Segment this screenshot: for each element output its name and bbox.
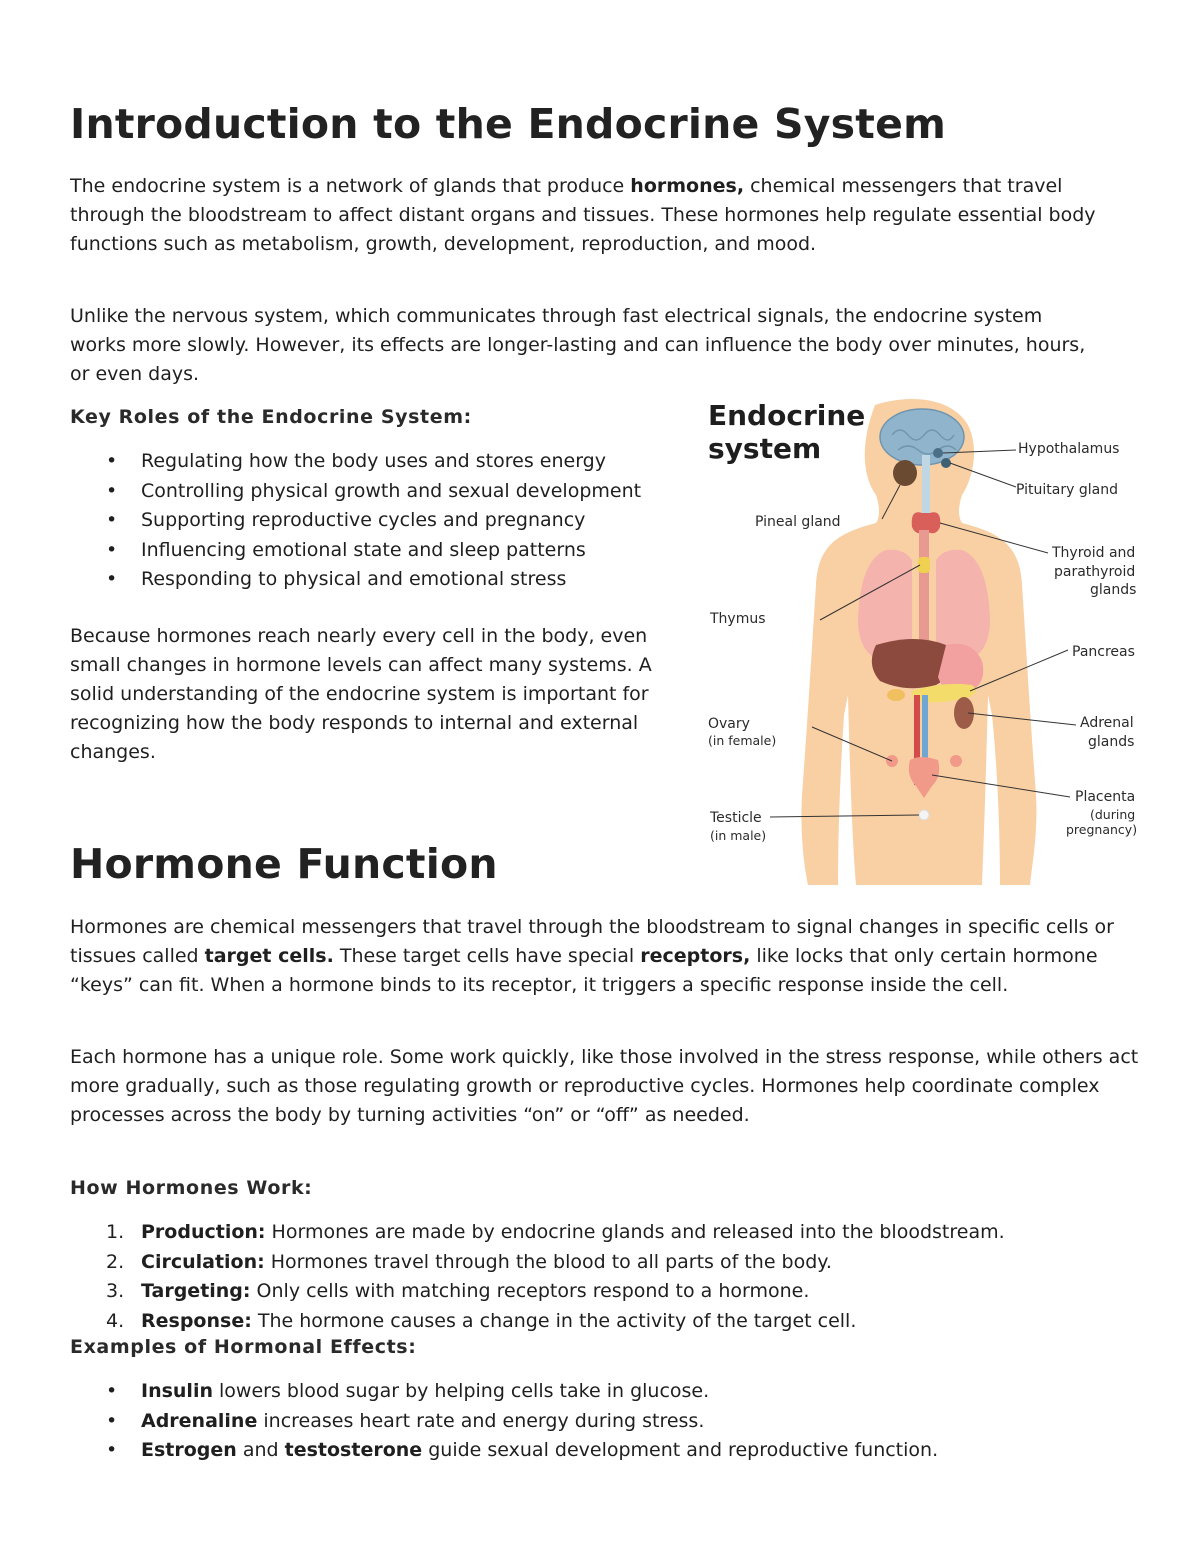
label-pancreas: Pancreas (1072, 644, 1135, 660)
label-placenta-3: pregnancy) (1066, 822, 1138, 837)
how-hormones-work-heading: How Hormones Work: (70, 1177, 313, 1199)
list-item: 2. Circulation: Hormones travel through the blood to all parts of the body. (106, 1250, 832, 1273)
pineal-gland-shape (893, 460, 917, 486)
label-thyroid-3: glands (1090, 582, 1137, 598)
examples-list (70, 1377, 1140, 1466)
label-thyroid-2: parathyroid (1054, 564, 1136, 580)
hormone-function-paragraph-1: Hormones are chemical messengers that travel through the bloodstream to signal changes in specific cells or tissues called target cells. These target cells have special receptors, like locks that only certain hormone “keys” can fit. When a hormone binds to its receptor, it triggers a specific response inside the cell. (70, 916, 1114, 996)
liver-shape (872, 639, 950, 688)
key-roles-heading: Key Roles of the Endocrine System: (70, 406, 472, 428)
list-item: • Influencing emotional state and sleep patterns (70, 536, 690, 566)
list-item: • Controlling physical growth and sexual development (70, 477, 690, 507)
testicle-shape (919, 810, 929, 820)
because-paragraph: Because hormones reach nearly every cell in the body, even small changes in hormone levels can affect many systems. A solid understanding of the endocrine system is important for recognizing how the body responds to internal and external changes. (70, 625, 652, 763)
figure-title-line1: Endocrine (708, 399, 866, 432)
list-item: • Responding to physical and emotional stress (70, 565, 690, 595)
label-adrenal-1: Adrenal (1080, 715, 1134, 731)
label-pineal: Pineal gland (755, 514, 841, 530)
pituitary-dot (941, 458, 951, 468)
label-placenta-2: (during (1090, 807, 1136, 822)
section-title-hormone-function: Hormone Function (70, 840, 498, 888)
key-roles-list (70, 447, 690, 595)
intro-paragraph-1: The endocrine system is a network of glands that produce hormones, chemical messengers that travel through the bloodstream to affect distant organs and tissues. These hormones help regulate essential body functions such as metabolism, growth, development, reproduction, and mood. (70, 175, 1096, 255)
label-ovary-2: (in female) (708, 733, 777, 748)
endocrine-system-diagram (700, 395, 1140, 885)
label-testicle-1: Testicle (710, 810, 762, 826)
section-title-introduction: Introduction to the Endocrine System (70, 100, 947, 148)
label-pituitary: Pituitary gland (1016, 482, 1118, 498)
list-item: • Supporting reproductive cycles and pregnancy (70, 506, 690, 536)
list-item: 1. Production: Hormones are made by endocrine glands and released into the bloodstream. (106, 1221, 1005, 1243)
how-hormones-work-list (70, 1218, 1140, 1336)
ovary-right (950, 755, 962, 767)
adrenal-left (887, 689, 905, 701)
hypothalamus-dot (933, 448, 943, 458)
label-testicle-2: (in male) (710, 828, 767, 843)
list-item: • Insulin lowers blood sugar by helping cells take in glucose. (70, 1377, 1140, 1407)
label-ovary-1: Ovary (708, 716, 750, 732)
examples-heading: Examples of Hormonal Effects: (70, 1336, 417, 1358)
intro-paragraph-2: Unlike the nervous system, which communicates through fast electrical signals, the endocrine system works more slowly. However, its effects are longer-lasting and can influence the body over minutes, hours, or even days. (70, 305, 1086, 385)
figure-title-line2: system (708, 432, 822, 465)
list-item: 4. Response: The hormone causes a change in the activity of the target cell. (106, 1309, 857, 1332)
label-hypothalamus: Hypothalamus (1018, 441, 1120, 457)
list-item: 3. Targeting: Only cells with matching receptors respond to a hormone. (106, 1280, 810, 1302)
list-item: • Estrogen and testosterone guide sexual development and reproductive function. (70, 1436, 1140, 1466)
label-thyroid-1: Thyroid and (1052, 545, 1136, 561)
list-item: • Adrenaline increases heart rate and energy during stress. (70, 1407, 1140, 1437)
label-placenta-1: Placenta (1075, 789, 1136, 805)
label-thymus: Thymus (710, 611, 766, 627)
list-item: • Regulating how the body uses and stores energy (70, 447, 690, 477)
trachea (919, 530, 929, 645)
hormone-function-paragraph-2: Each hormone has a unique role. Some work quickly, like those involved in the stress response, while others act more gradually, such as those regulating growth or reproductive cycles. Hormones help coordinate complex processes across the body by turning activities “on” or “off” as needed. (70, 1046, 1139, 1126)
label-adrenal-2: glands (1088, 734, 1135, 750)
